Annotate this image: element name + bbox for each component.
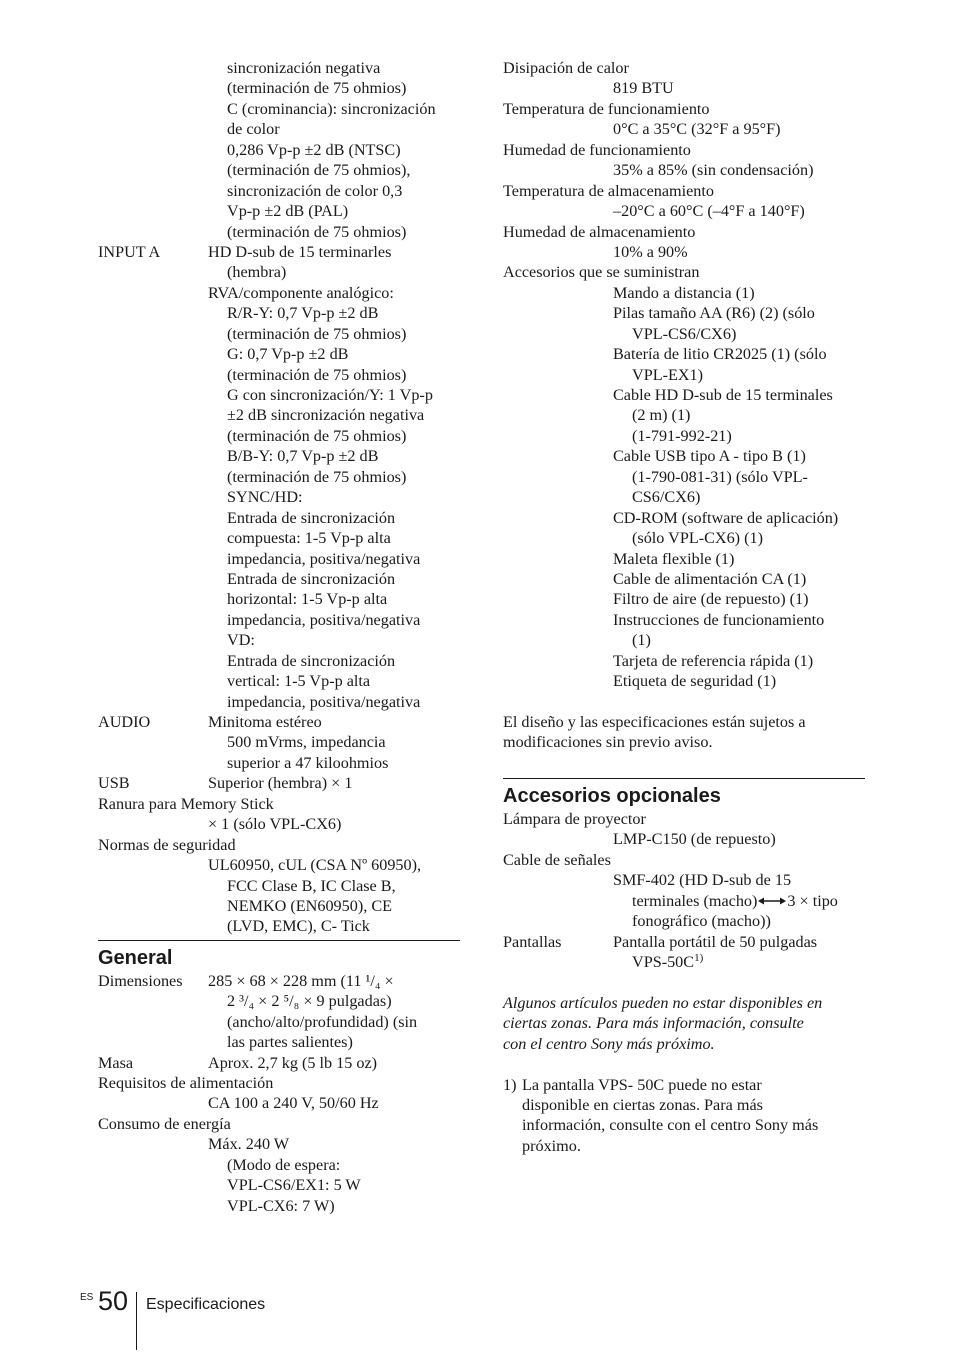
spec-value: CD-ROM (software de aplicación) [613,508,839,527]
spec-value: Accesorios que se suministran [503,263,700,282]
spec-value: (terminación de 75 ohmios) [227,324,407,343]
spec-line [98,365,460,385]
spec-line [98,1073,460,1093]
spec-value: LMP-C150 (de repuesto) [613,830,776,849]
spec-value: Mando a distancia (1) [613,283,755,302]
spec-line [98,78,460,98]
spec-value: impedancia, positiva/negativa [227,692,421,711]
page-number: 50 [98,1286,129,1316]
spec-line [98,528,460,548]
spec-value: superior a 47 kiloohmios [227,753,389,772]
spec-line [503,850,865,870]
spec-line [98,1093,460,1113]
spec-value: Aprox. 2,7 kg (5 lb 15 oz) [208,1053,378,1072]
spec-value: compuesta: 1-5 Vp-p alta [227,529,391,548]
spec-value: G con sincronización/Y: 1 Vp-p [227,386,433,404]
spec-line [98,814,460,834]
spec-line [98,589,460,609]
spec-line [98,1114,460,1134]
spec-value: Minitoma estéreo [208,713,322,731]
spec-line [98,549,460,569]
spec-value: 0,286 Vp-p ±2 dB (NTSC) [227,140,401,159]
spec-line [503,181,865,201]
spec-line [503,119,865,139]
spec-value: Vp-p ±2 dB (PAL) [227,202,349,221]
spec-value: R/R-Y: 0,7 Vp-p ±2 dB [227,304,379,323]
spec-value: × 1 (sólo VPL-CX6) [208,815,342,834]
spec-value: (terminación de 75 ohmios), [227,161,411,180]
spec-line [98,692,460,712]
spec-line [98,876,460,896]
spec-value: 285 × 68 × 228 mm (11 ¹/₄ × [208,971,394,990]
spec-value: 500 mVrms, impedancia [227,733,386,752]
spec-line [503,426,865,446]
spec-value: Entrada de sincronización [227,569,396,588]
spec-value: Cable de alimentación CA (1) [613,569,807,588]
spec-list-optional [503,809,865,891]
spec-line [503,630,865,650]
spec-line [98,262,460,282]
spec-value: Tarjeta de referencia rápida (1) [613,651,814,670]
section-divider [503,778,865,779]
spec-line [98,991,460,1011]
section-title: Especificaciones [146,1296,266,1313]
spec-line [503,589,865,609]
spec-value: Ranura para Memory Stick [98,794,274,813]
spec-value: VPL-EX1) [632,365,704,384]
spec-line [98,58,460,78]
spec-line [98,303,460,323]
spec-line [503,78,865,98]
spec-value: Consumo de energía [98,1114,231,1133]
spec-line [503,385,865,405]
spec-line [98,712,460,732]
spec-value: Pilas tamaño AA (R6) (2) (sólo [613,304,815,323]
spec-line [503,528,865,548]
spec-line [503,365,865,385]
spec-line [98,610,460,630]
spec-line [503,829,865,849]
double-arrow-icon [757,891,787,911]
spec-line [98,160,460,180]
spec-value: Entrada de sincronización [227,651,396,670]
spec-line [503,467,865,487]
spec-line [98,835,460,855]
spec-value: sincronización de color 0,3 [227,181,403,200]
spec-line [503,809,865,829]
spec-value: G: 0,7 Vp-p ±2 dB [227,345,349,364]
spec-line [98,140,460,160]
spec-value: (Modo de espera: [227,1155,341,1174]
spec-line [503,344,865,364]
spec-value: Cable USB tipo A - tipo B (1) [613,447,806,466]
spec-value: CS6/CX6) [632,488,701,507]
spec-value: Requisitos de alimentación [98,1074,274,1092]
heading-general: General [98,946,173,969]
spec-value: (hembra) [227,263,287,282]
spec-value: 10% a 90% [613,242,688,261]
spec-line [98,569,460,589]
spec-value: UL60950, cUL (CSA Nº 60950), [208,856,422,875]
spec-value: (1-791-992-21) [632,426,732,445]
spec-list-right [503,58,865,692]
spec-value: VD: [227,631,255,650]
spec-value: (1) [632,631,651,650]
footnote: disponible en ciertas zonas. Para más [522,1096,763,1114]
spec-value: Temperatura de funcionamiento [503,99,710,118]
spec-line [98,651,460,671]
spec-value: NEMKO (EN60950), CE [227,896,393,915]
spec-line [503,303,865,323]
footnote: próximo. [522,1136,581,1155]
cable-line: terminales (macho) 3 × tipo [632,891,838,910]
spec-value: 2 ³/₄ × 2 ⁵/₈ × 9 pulgadas) [227,992,392,1011]
pantallas-model: VPS-$50C^{1)}$ [632,951,704,971]
spec-value: sincronización negativa [227,59,381,77]
spec-value: (terminación de 75 ohmios) [227,79,407,98]
spec-value: Lámpara de proyector [503,809,646,828]
spec-value: (1-790-081-31) (sólo VPL- [632,467,808,486]
spec-line [98,405,460,425]
spec-value: 819 BTU [613,79,674,98]
spec-value: vertical: 1-5 Vp-p alta [227,672,371,691]
footnote-marker: 1) [694,951,704,964]
footnote: información, consulte con el centro Sony más [522,1116,819,1135]
spec-line [98,99,460,119]
spec-value: B/B-Y: 0,7 Vp-p ±2 dB [227,447,379,466]
spec-line [98,794,460,814]
spec-list-general [98,971,460,1216]
spec-line [503,222,865,242]
spec-line [98,508,460,528]
spec-line [98,1175,460,1195]
language-tag: ES [80,1292,94,1303]
spec-value: C (crominancia): sincronización [227,99,436,118]
spec-value: Batería de litio CR2025 (1) (sólo [613,345,827,364]
spec-line [503,487,865,507]
spec-value: (terminación de 75 ohmios) [227,467,407,486]
left-column [98,58,460,1216]
spec-value: de color [227,120,280,139]
spec-value: (terminación de 75 ohmios) [227,426,407,445]
spec-value: Normas de seguridad [98,835,236,854]
spec-value: horizontal: 1-5 Vp-p alta [227,590,388,609]
italic-note: con el centro Sony más próximo. [503,1034,715,1053]
spec-line [503,324,865,344]
spec-line [503,140,865,160]
spec-value: HD D-sub de 15 terminarles [208,242,392,261]
spec-value: VPL-CX6: 7 W) [227,1196,335,1215]
spec-line [98,971,460,991]
spec-value: Cable HD D-sub de 15 terminales [613,386,833,404]
spec-line [98,181,460,201]
spec-line [503,671,865,691]
spec-value: las partes salientes) [227,1033,353,1052]
spec-value: ±2 dB sincronización negativa [227,406,425,425]
spec-value: Humedad de funcionamiento [503,140,691,159]
spec-line [503,99,865,119]
spec-line [503,201,865,221]
spec-value: (ancho/alto/profundidad) (sin [227,1012,418,1031]
spec-line [98,1032,460,1052]
spec-line [98,242,460,262]
spec-label: AUDIO [98,713,151,731]
spec-line [503,262,865,282]
spec-line [503,610,865,630]
spec-value: SMF-402 (HD D-sub de 15 [613,871,792,890]
spec-value: Disipación de calor [503,59,629,77]
spec-value: Filtro de aire (de repuesto) (1) [613,590,809,609]
spec-line [98,753,460,773]
heading-accesorios-opcionales: Accesorios opcionales [503,784,721,807]
spec-line [98,119,460,139]
spec-label: Dimensiones [98,971,183,990]
spec-line [98,1134,460,1154]
spec-value: Temperatura de almacenamiento [503,181,714,200]
notice-line: modificaciones sin previo aviso. [503,733,713,752]
spec-line [98,732,460,752]
spec-line [98,773,460,793]
italic-note: ciertas zonas. Para más información, consulte [503,1014,804,1033]
spec-line [98,426,460,446]
spec-line [503,160,865,180]
spec-value: 0°C a 35°C (32°F a 95°F) [613,120,781,139]
spec-line [503,651,865,671]
spec-value: VPL-CS6/CX6) [632,324,737,343]
notice-line: El diseño y las especificaciones están sujetos a [503,713,806,731]
spec-value: Superior (hembra) × 1 [208,774,353,793]
spec-line [98,855,460,875]
spec-line [98,1155,460,1175]
spec-value: VPL-CS6/EX1: 5 W [227,1176,361,1195]
section-divider [98,940,460,941]
spec-line [98,916,460,936]
spec-line [503,283,865,303]
spec-value: Máx. 240 W [208,1135,290,1154]
spec-line [503,446,865,466]
spec-value: –20°C a 60°C (–4°F a 140°F) [613,202,805,221]
spec-value: (terminación de 75 ohmios) [227,365,407,384]
spec-line [503,870,865,890]
spec-line [98,896,460,916]
spec-value: SYNC/HD: [227,488,303,507]
spec-line [98,671,460,691]
spec-value: (LVD, EMC), C- Tick [227,917,370,936]
spec-line [98,324,460,344]
spec-value: Maleta flexible (1) [613,549,735,568]
spec-line [98,201,460,221]
spec-line [98,222,460,242]
spec-value: FCC Clase B, IC Clase B, [227,876,396,895]
spec-value: Cable de señales [503,850,611,869]
spec-line [98,467,460,487]
spec-line [98,1053,460,1073]
spec-value: Etiqueta de seguridad (1) [613,672,777,691]
spec-line [98,344,460,364]
spec-value: CA 100 a 240 V, 50/60 Hz [208,1094,379,1113]
spec-list-left [98,58,460,937]
spec-value: (terminación de 75 ohmios) [227,222,407,241]
italic-note: Algunos artículos pueden no estar disponibles en [503,993,823,1012]
spec-line [98,446,460,466]
spec-label: USB [98,774,130,793]
right-column [503,58,865,1156]
spec-line [503,508,865,528]
spec-line [98,1196,460,1216]
spec-line [98,487,460,507]
spec-value: Humedad de almacenamiento [503,222,696,241]
spec-line [503,242,865,262]
spec-line [503,549,865,569]
spec-value: 35% a 85% (sin condensación) [613,161,814,180]
spec-value: Instrucciones de funcionamiento [613,610,825,629]
spec-value: impedancia, positiva/negativa [227,610,421,629]
spec-line [503,569,865,589]
spec-value: impedancia, positiva/negativa [227,549,421,568]
spec-line [98,630,460,650]
spec-line [98,283,460,303]
spec-label: Masa [98,1053,134,1072]
spec-value: Entrada de sincronización [227,508,396,527]
footnote: 1) La pantalla VPS- 50C puede no estar [503,1075,762,1094]
spec-value: (2 m) (1) [632,406,691,425]
spec-label: INPUT A [98,242,161,261]
spec-value: (sólo VPL-CX6) (1) [632,529,763,548]
pantallas-row: Pantallas Pantalla portátil de 50 pulgadas [503,932,818,951]
spec-value: RVA/componente analógico: [208,283,394,302]
spec-line [503,58,865,78]
spec-line [98,1012,460,1032]
spec-line [503,405,865,425]
cable-line: fonográfico (macho)) [632,912,771,931]
footer-divider [136,1292,137,1350]
spec-line [98,385,460,405]
